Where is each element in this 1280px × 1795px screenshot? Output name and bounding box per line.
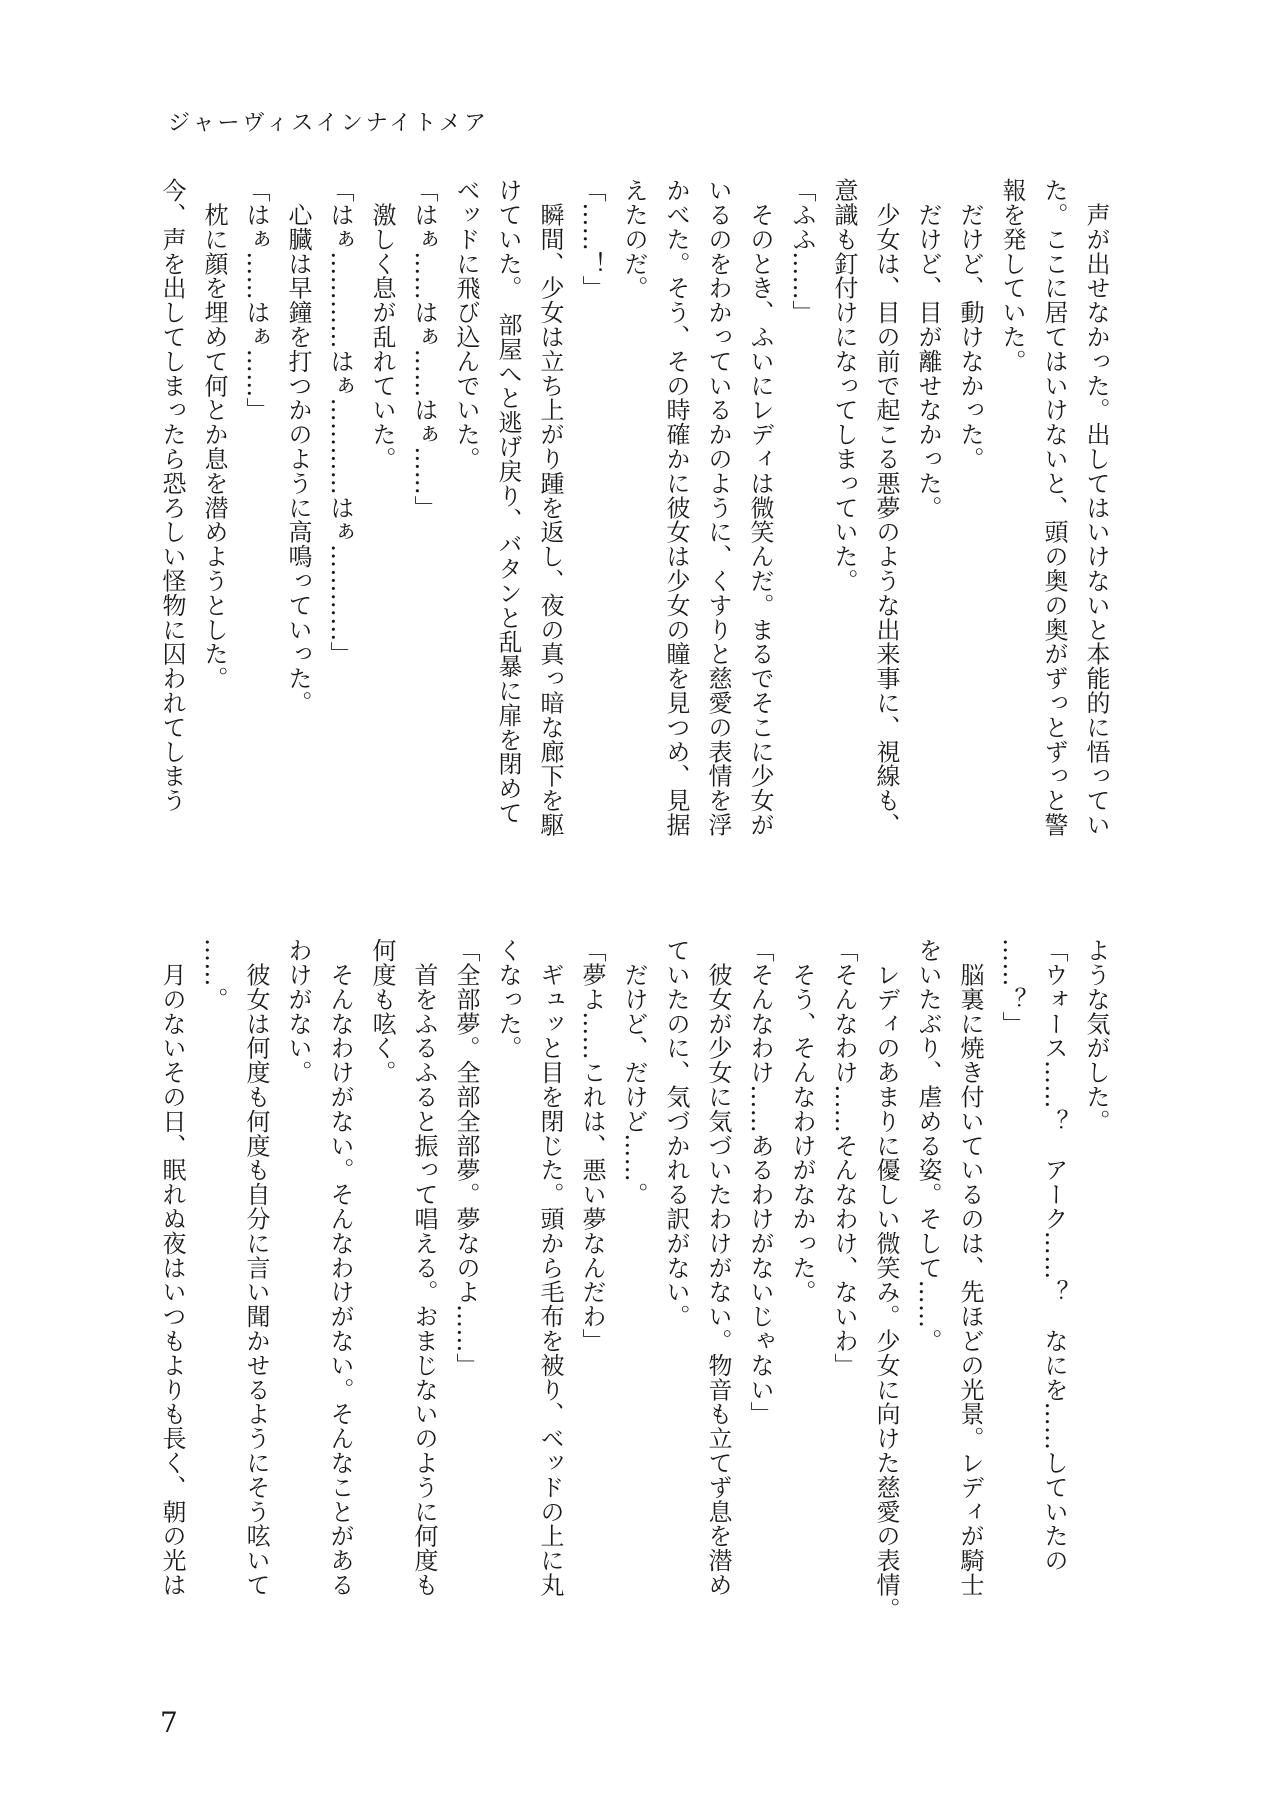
text-line: 彼女は何度も何度も自分に言い聞かせるようにそう呟いて — [242, 938, 270, 1597]
page-number: 7 — [160, 1706, 178, 1739]
text-line: だけど、動けなかった。 — [956, 178, 984, 471]
body-text-lower-block — [151, 938, 1117, 1628]
text-line: ていたのに、気づかれる訳がない。 — [662, 938, 690, 1329]
body-text-upper-block — [151, 178, 1117, 868]
text-line: 「……！」 — [578, 178, 606, 300]
text-line: 「全部夢。全部全部夢。夢なのよ……」 — [452, 938, 480, 1378]
text-line: 月のないその日、眠れぬ夜はいつもよりも長く、朝の光は — [158, 938, 186, 1597]
text-line: ベッドに飛び込んでいた。 — [452, 178, 480, 471]
text-line: 「ウォース……？ アーク……？ なにを……していたの — [1040, 938, 1068, 1573]
text-line: かべた。そう、その時確かに彼女は少女の瞳を見つめ、見据 — [662, 178, 690, 837]
text-line: 「夢よ……これは、悪い夢なんだわ」 — [578, 938, 606, 1353]
running-head-title: ジャーヴィスインナイトメア — [168, 111, 490, 136]
text-line: 「はぁ……はぁ……はぁ……」 — [410, 178, 438, 520]
text-line: そんなわけがない。そんなわけがない。そんなことがある — [326, 938, 354, 1597]
text-line: 心臓は早鐘を打つかのように高鳴っていった。 — [284, 178, 312, 715]
text-line: だけど、目が離せなかった。 — [914, 178, 942, 520]
text-line: えたのだ。 — [620, 178, 648, 300]
text-line: 「はぁ…………はぁ…………はぁ…………」 — [326, 178, 354, 666]
text-line: 「はぁ……はぁ……」 — [242, 178, 270, 422]
text-line: 声が出せなかった。出してはいけないと本能的に悟ってい — [1082, 178, 1110, 837]
text-line: 今、声を出してしまったら恐ろしい怪物に囚われてしまう — [158, 178, 186, 813]
text-line: ……？」 — [998, 938, 1026, 1036]
text-line: 「そんなわけ……あるわけがないじゃない」 — [746, 938, 774, 1426]
text-line: をいたぶり、虐める姿。そして……。 — [914, 938, 942, 1353]
text-line: けていた。 部屋へと逃げ戻り、バタンと乱暴に扉を閉めて — [494, 178, 522, 825]
text-line: 少女は、目の前で起こる悪夢のような出来事に、視線も、 — [872, 178, 900, 837]
text-line: そう、そんなわけがなかった。 — [788, 938, 816, 1304]
text-line: 瞬間、少女は立ち上がり踵を返し、夜の真っ暗な廊下を駆 — [536, 178, 564, 837]
text-line: わけがない。 — [284, 938, 312, 1085]
text-line: だけど、だけど……。 — [620, 938, 648, 1207]
text-line: 意識も釘付けになってしまっていた。 — [830, 178, 858, 593]
text-line: レディのあまりに優しい微笑み。少女に向けた慈愛の表情。 — [872, 938, 900, 1622]
text-line: 脳裏に焼き付いているのは、先ほどの光景。レディが騎士 — [956, 938, 984, 1597]
text-line: ような気がした。 — [1082, 938, 1110, 1134]
text-line: ……。 — [200, 938, 228, 1012]
text-line: 激しく息が乱れていた。 — [368, 178, 396, 471]
text-line: 「そんなわけ……そんなわけ、ないわ」 — [830, 938, 858, 1378]
text-line: いるのをわかっているかのように、くすりと慈愛の表情を浮 — [704, 178, 732, 837]
text-line: 報を発していた。 — [998, 178, 1026, 374]
text-line: 何度も呟く。 — [368, 938, 396, 1085]
text-line: くなった。 — [494, 938, 522, 1060]
text-line: ギュッと目を閉じた。頭から毛布を被り、ベッドの上に丸 — [536, 938, 564, 1597]
text-line: 首をふるふると振って唱える。おまじないのように何度も — [410, 938, 438, 1597]
text-line: そのとき、ふいにレディは微笑んだ。まるでそこに少女が — [746, 178, 774, 837]
text-line: た。ここに居てはいけないと、頭の奥の奥がずっとずっと警 — [1040, 178, 1068, 837]
text-line: 「ふふ……」 — [788, 178, 816, 325]
text-line: 枕に顔を埋めて何とか息を潜めようとした。 — [200, 178, 228, 691]
text-line: 彼女が少女に気づいたわけがない。物音も立てず息を潜め — [704, 938, 732, 1597]
